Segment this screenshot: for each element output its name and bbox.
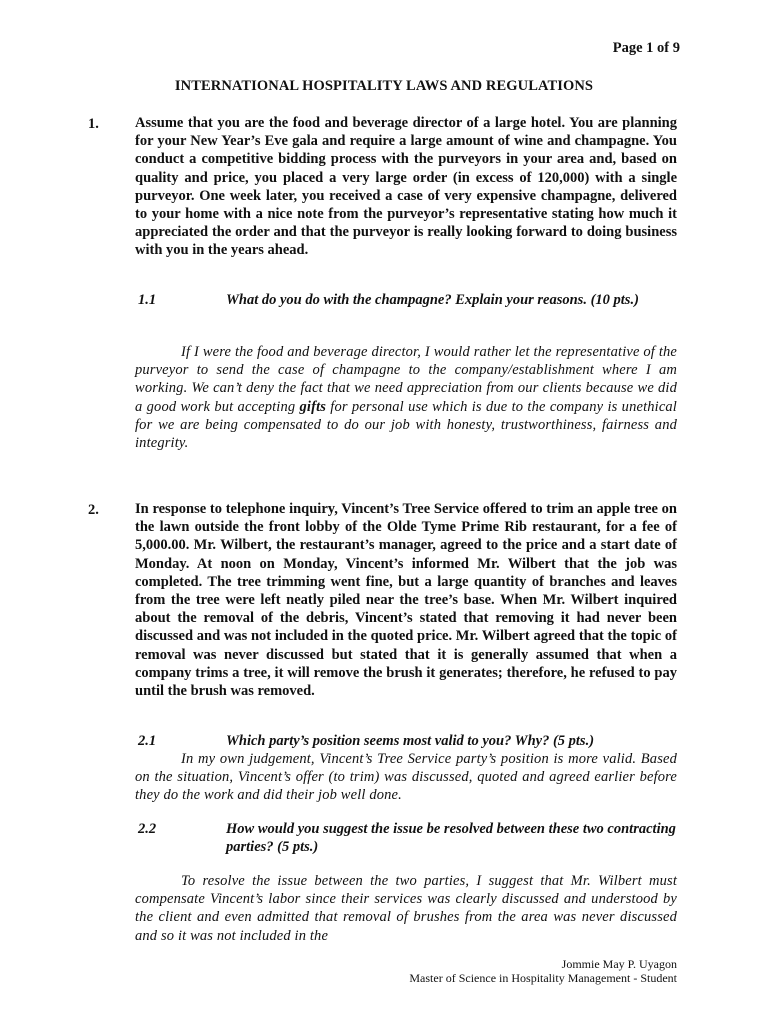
- subquestion-2-1: 2.1 Which party’s position seems most valid to you? Why? (5 pts.): [138, 733, 595, 749]
- question-2-text: In response to telephone inquiry, Vincent’s Tree Service offered to trim an apple tree on the lawn outside the front lobby of the Olde Tyme Prime Rib restaurant, for a fee of 5,000.00. Mr. Wilbert, the restaurant’s manager, agreed to the price and a start date of Monday. At noon on Monday, Vincent’s informed Mr. Wilbert that the job was completed. The tree trimming went fine, but a large quantity of branches and leaves from the tree were left neatly piled near the tree’s base. When Mr. Wilbert inquired about the removal of the debris, Vincent’s stated that removing it had never been discussed and was not included in the quoted price. Mr. Wilbert agreed that the topic of removal was never discussed but stated that it is generally assumed that when a company trims a tree, it will remove the brush it generates; therefore, he refused to pay until the brush was removed.: [135, 501, 677, 700]
- answer-1-1: If I were the food and beverage director, I would rather let the representative of the purveyor to send the case of champagne to the company/establishment where I am working. We can’t deny the fact that we need appreciation from our clients because we did a good work but accepting gifts for personal use which is due to the company is unethical for we are being compensated to do our job with honesty, trustworthiness, fairness and integrity.: [135, 344, 677, 452]
- footer-author-role: Master of Science in Hospitality Management - Student: [409, 971, 677, 985]
- question-1-text: Assume that you are the food and beverage director of a large hotel. You are planning for your New Year’s Eve gala and require a large amount of wine and champagne. You conduct a competitive bidding process with the purveyors in your area and, based on quality and price, you placed a very large order (in excess of 120,000) with a single purveyor. One week later, you received a case of very expensive champagne, delivered to your home with a nice note from the purveyor’s representative stating how much it appreciated the order and that the purveyor is really looking forward to doing business with you in the years ahead.: [135, 115, 677, 259]
- subquestion-1-1: 1.1 What do you do with the champagne? Explain your reasons. (10 pts.): [138, 292, 639, 308]
- page-number: Page 1 of 9: [612, 40, 680, 56]
- document-title: INTERNATIONAL HOSPITALITY LAWS AND REGULATIONS: [174, 78, 594, 94]
- answer-2-1: In my own judgement, Vincent’s Tree Service party’s position is more valid. Based on the situation, Vincent’s offer (to trim) was discussed, quoted and agreed earlier before they do the work and did their job well done.: [135, 751, 677, 804]
- question-1-number: 1.: [88, 116, 99, 132]
- subquestion-2-2: 2.2 How would you suggest the issue be resolved between these two contracting parties? (5 pts.): [138, 821, 676, 856]
- answer-2-2: To resolve the issue between the two parties, I suggest that Mr. Wilbert must compensate Vincent’s labor since their services was clearly discussed and understood by the client and even admitted that removal of brushes from the area was never discussed and so it was not included in the: [135, 873, 677, 944]
- question-2-number: 2.: [88, 502, 99, 518]
- footer-author-name: Jommie May P. Uyagon: [561, 957, 677, 971]
- gifts-emphasis: gifts: [299, 398, 327, 415]
